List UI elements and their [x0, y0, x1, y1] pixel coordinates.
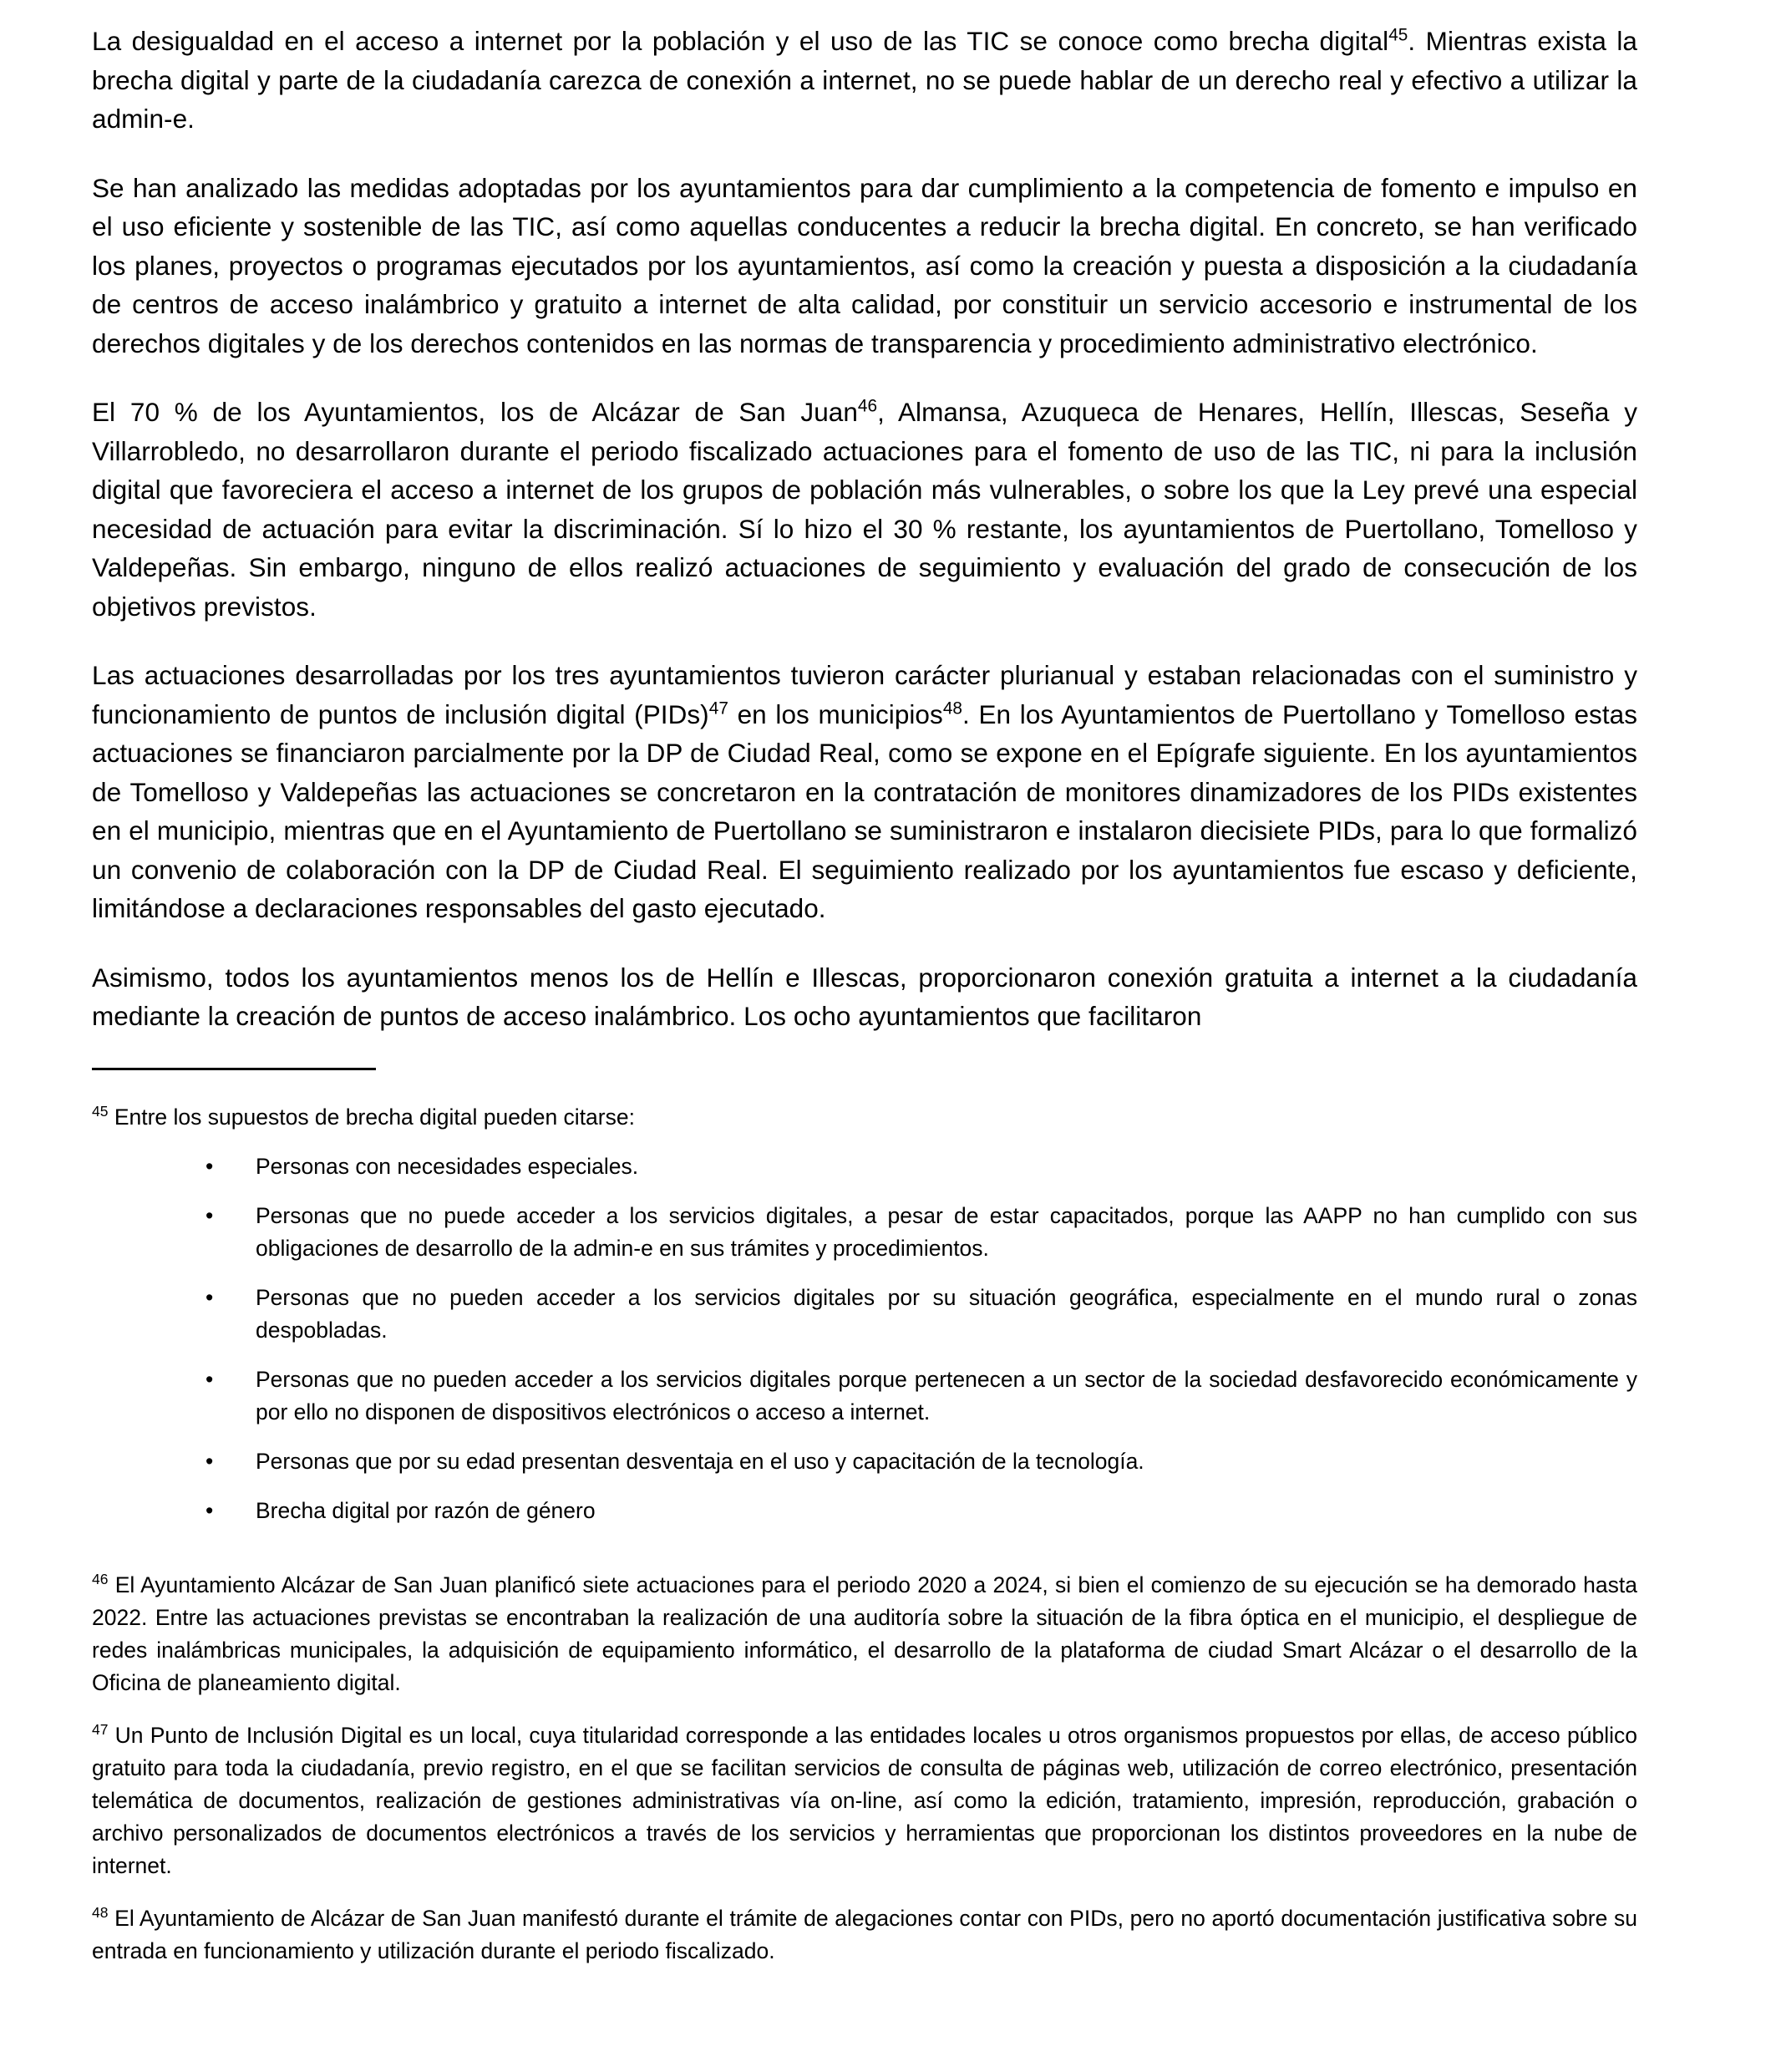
list-item	[92, 1150, 1637, 1183]
paragraph-text: Asimismo, todos los ayuntamientos menos los de Hellín e Illescas, proporcionaron conexión gratuita a internet a la ciudadanía mediante la creación de puntos de acceso inalámbrico. Los ocho ayuntamientos que facilitaron	[92, 962, 1637, 1031]
paragraph-brecha-digital	[92, 22, 1637, 139]
footnote-list-gap	[92, 1546, 1637, 1569]
footnote-45-list	[92, 1150, 1637, 1527]
footnotes-block	[92, 1101, 1637, 1968]
paragraph-text: El 70 % de los Ayuntamientos, los de Alcázar de San Juan	[92, 397, 858, 427]
footnote-48	[92, 1902, 1637, 1968]
footnote-intro-text: Entre los supuestos de brecha digital pueden citarse:	[114, 1104, 635, 1130]
list-item	[92, 1200, 1637, 1265]
bullet-icon: •	[206, 1284, 214, 1310]
footnote-separator-wrap	[92, 1068, 1637, 1073]
paragraph-asimismo-conexion-gratuita	[92, 958, 1637, 1036]
paragraph-text: La desigualdad en el acceso a internet por la población y el uso de las TIC se conoce como brecha digital	[92, 26, 1389, 56]
footnote-ref-45[interactable]: 45	[1388, 25, 1408, 45]
paragraph-text: . Mientras exista la brecha digital y parte de la ciudadanía carezca de conexión a internet, no se puede hablar de un derecho real y efectivo a utilizar la admin-e.	[92, 26, 1637, 134]
footnote-ref-48[interactable]: 48	[942, 698, 963, 718]
paragraph-text: Las actuaciones desarrolladas por los tres ayuntamientos tuvieron carácter plurianual y estaban relacionadas con el suministro y funcionamiento de puntos de inclusión digital (PIDs)	[92, 660, 1637, 729]
list-item-text: Personas que no pueden acceder a los servicios digitales por su situación geográfica, especialmente en el mundo rural o zonas despobladas.	[256, 1284, 1637, 1343]
body-text-block	[92, 22, 1637, 1036]
list-item	[92, 1495, 1637, 1527]
list-item-text: Brecha digital por razón de género	[256, 1497, 596, 1523]
footnote-45	[92, 1101, 1637, 1134]
footnote-separator-line	[92, 1068, 376, 1070]
bullet-icon: •	[206, 1202, 214, 1228]
list-item	[92, 1445, 1637, 1478]
footnote-marker-45: 45	[92, 1102, 109, 1120]
footnote-text: Un Punto de Inclusión Digital es un local, cuya titularidad corresponde a las entidades locales u otros organismos propuestos por ellas, de acceso público gratuito para toda la ciudadanía, previo registro, en el que se facilitan servicios de consulta de páginas web, utilización de correo electrónico, presentación telemática de documentos, realización de gestiones administrativas vía on-line, así como la edición, tratamiento, impresión, reproducción, grabación o archivo personalizados de documentos electrónicos a través de los servicios y herramientas que proporcionan los distintos proveedores en la nube de internet.	[92, 1722, 1637, 1878]
list-item-text: Personas con necesidades especiales.	[256, 1153, 639, 1179]
list-item	[92, 1364, 1637, 1429]
paragraph-actuaciones-plurianual	[92, 656, 1637, 928]
paragraph-text: . En los Ayuntamientos de Puertollano y Tomelloso estas actuaciones se financiaron parcialmente por la DP de Ciudad Real, como se expone en el Epígrafe siguiente. En los ayuntamientos de Tomelloso y Valdepeñas las actuaciones se concretaron en la contratación de monitores dinamizadores de los PIDs existentes en el municipio, mientras que en el Ayuntamiento de Puertollano se suministraron e instalaron diecisiete PIDs, para lo que formalizó un convenio de colaboración con la DP de Ciudad Real. El seguimiento realizado por los ayuntamientos fue escaso y deficiente, limitándose a declaraciones responsables del gasto ejecutado.	[92, 698, 1637, 923]
paragraph-text: , Almansa, Azuqueca de Henares, Hellín, Illescas, Seseña y Villarrobledo, no desarrollaron durante el periodo fiscalizado actuaciones para el fomento de uso de las TIC, ni para la inclusión digital que favoreciera el acceso a internet de los grupos de población más vulnerables, o sobre los que la Ley prevé una especial necesidad de actuación para evitar la discriminación. Sí lo hizo el 30 % restante, los ayuntamientos de Puertollano, Tomelloso y Valdepeñas. Sin embargo, ninguno de ellos realizó actuaciones de seguimiento y evaluación del grado de consecución de los objetivos previstos.	[92, 397, 1637, 622]
paragraph-70-por-ciento	[92, 393, 1637, 626]
footnote-ref-47[interactable]: 47	[708, 698, 728, 718]
footnote-marker-47: 47	[92, 1720, 109, 1738]
footnote-46	[92, 1569, 1637, 1699]
bullet-icon: •	[206, 1153, 214, 1179]
footnote-text: El Ayuntamiento Alcázar de San Juan planificó siete actuaciones para el periodo 2020 a 2024, si bien el comienzo de su ejecución se ha demorado hasta 2022. Entre las actuaciones previstas se encontraban la realización de una auditoría sobre la situación de la fibra óptica en el municipio, el despliegue de redes inalámbricas municipales, la adquisición de equipamiento informático, el desarrollo de la plataforma de ciudad Smart Alcázar o el desarrollo de la Oficina de planeamiento digital.	[92, 1572, 1637, 1695]
list-item-text: Personas que no puede acceder a los servicios digitales, a pesar de estar capacitados, porque las AAPP no han cumplido con sus obligaciones de desarrollo de la admin-e en sus trámites y procedimientos.	[256, 1202, 1637, 1261]
list-item-text: Personas que no pueden acceder a los servicios digitales porque pertenecen a un sector de la sociedad desfavorecido económicamente y por ello no disponen de dispositivos electrónicos o acceso a internet.	[256, 1366, 1637, 1424]
footnote-text: El Ayuntamiento de Alcázar de San Juan manifestó durante el trámite de alegaciones contar con PIDs, pero no aportó documentación justificativa sobre su entrada en funcionamiento y utilización durante el periodo fiscalizado.	[92, 1905, 1637, 1963]
footnote-47	[92, 1719, 1637, 1882]
paragraph-text: Se han analizado las medidas adoptadas por los ayuntamientos para dar cumplimiento a la competencia de fomento e impulso en el uso eficiente y sostenible de las TIC, así como aquellas conducentes a reducir la brecha digital. En concreto, se han verificado los planes, proyectos o programas ejecutados por los ayuntamientos, así como la creación y puesta a disposición a la ciudadanía de centros de acceso inalámbrico y gratuito a internet de alta calidad, por constituir un servicio accesorio e instrumental de los derechos digitales y de los derechos contenidos en las normas de transparencia y procedimiento administrativo electrónico.	[92, 172, 1637, 358]
bullet-icon: •	[206, 1366, 214, 1392]
footnote-marker-48: 48	[92, 1903, 109, 1921]
list-item	[92, 1282, 1637, 1347]
footnote-ref-46[interactable]: 46	[857, 396, 878, 416]
bullet-icon: •	[206, 1497, 214, 1523]
paragraph-text: en los municipios	[728, 698, 943, 729]
paragraph-medidas-adoptadas	[92, 169, 1637, 363]
bullet-icon: •	[206, 1448, 214, 1474]
footnote-marker-46: 46	[92, 1570, 109, 1587]
list-item-text: Personas que por su edad presentan desventaja en el uso y capacitación de la tecnología.	[256, 1448, 1144, 1474]
